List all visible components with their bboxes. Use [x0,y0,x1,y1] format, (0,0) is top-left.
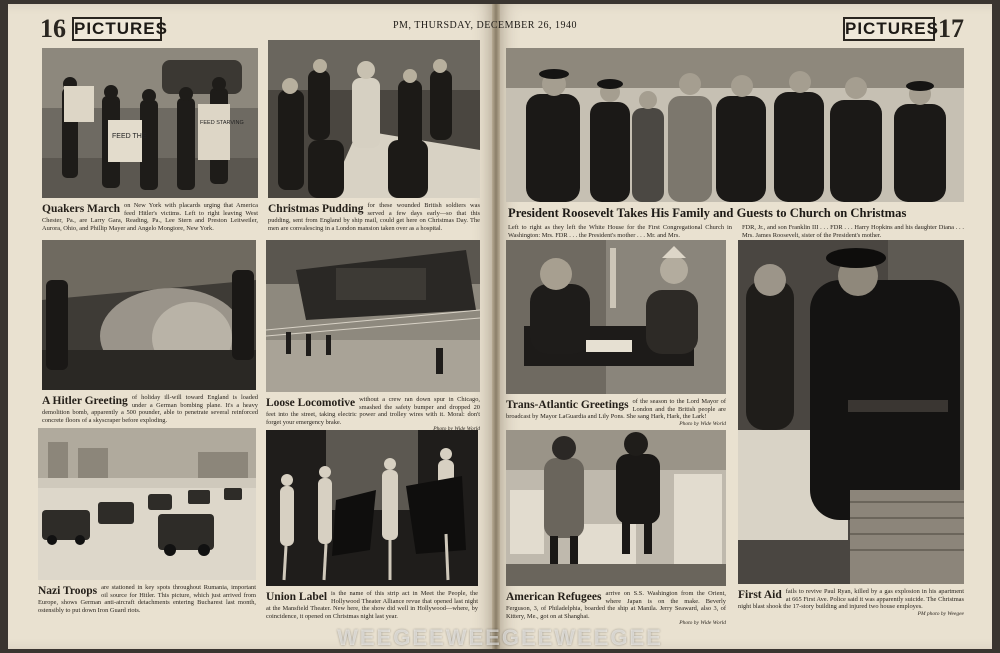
credit-first-aid: PM photo by Weegee [917,610,964,617]
text-union-label: is the name of this strip act in Meet the People, the Hollywood Theater Alliance revue that opened last night at the Mansfield Theater. New here, the show did well in Hollywood—where, by coincidence, it opened on Christmas night last year. [266,590,478,620]
headline-loose-locomotive: Loose Locomotive [266,397,356,409]
text-quakers-march: on New York with placards urging that America feed Hitler's victims. Left to right leaving West Chester, Pa., are Larry Gara, Reading, Pa., Lee Stern and Preston Leitweiler, Aurora, Ohio, and Phillip Mayer and Angelo Mongiore, New York. [42,202,258,232]
text-american-refugees: arrive on S.S. Washington from the Orient, where Japan is on the make. Beverly Ferguson, 3, of Philadelphia, boarded the ship at Manila. Jerry Seaward, also 3, of Kittery, Me., got on at Shanghai. [506,590,726,620]
section-label-left: PICTURES [72,17,162,41]
photo-hitler-bomb [42,240,256,390]
text-nazi-troops: are stationed in key spots throughout Rumania, important oil source for Hitler. This picture, which just arrived from Europe, shows German anti-aircraft detachments entering Bucharest last month, ostensibly to put down Iron Guard riots. [38,584,256,614]
headline-hitler-greeting: A Hitler Greeting [42,395,128,407]
caption-american-refugees [506,590,726,626]
right-page-number: 17 [938,14,964,43]
photo-nazi-troops [38,428,256,580]
caption-union-label [266,590,478,620]
caption-trans-atlantic [506,398,726,427]
photo-quakers-march [42,48,258,198]
caption-quakers-march [42,202,258,232]
text-christmas-pudding: for these wounded British soldiers was served a few days early—so that this pudding, sent from England by ship mail, could get here on Christmas Day. The men are convalescing in a London mansion taken over as a hospital. [268,202,480,232]
headline-christmas-pudding: Christmas Pudding [268,203,364,215]
photo-christmas-pudding [268,40,480,198]
headline-roosevelt: President Roosevelt Takes His Family and Guests to Church on Christmas [508,206,907,220]
placard-text-2: FEED STARVING [200,120,244,126]
headline-trans-atlantic: Trans-Atlantic Greetings [506,399,629,411]
text-trans-atlantic: of the season to the Lord Mayor of London and the British people are broadcast by Mayor LaGuardia and Lily Pons. She sang Hark, Hark, the Lark! [506,398,726,421]
photo-american-refugees [506,430,726,586]
caption-christmas-pudding [268,202,480,232]
caption-first-aid [738,588,964,617]
page-gutter [492,4,500,649]
caption-hitler-greeting [42,394,258,424]
headline-union-label: Union Label [266,591,328,603]
photo-first-aid [738,240,964,584]
caption-roosevelt-left: Left to right as they left the White House for the First Congregational Church in Washington: Mrs. FDR . . . the President's mother . . . Mr. and Mrs. [508,224,732,239]
text-hitler-greeting: of holiday ill-will toward England is loaded under a German bombing plane. It's a heavy demolition bomb, apparently a 500 pounder, able to penetrate several reinforced concrete floors of a skyscraper before exploding. [42,394,258,424]
headline-nazi-troops: Nazi Troops [38,585,98,597]
headline-first-aid: First Aid [738,589,782,601]
section-label-right: PICTURES [843,17,935,41]
credit-loose-locomotive: Photo by Wide World [433,426,480,433]
headline-american-refugees: American Refugees [506,591,602,603]
weegee-watermark: WEEGEEWEEGEEWEEGEE [337,625,663,650]
caption-loose-locomotive [266,396,480,432]
caption-nazi-troops [38,584,256,614]
credit-american-refugees: Photo by Wide World [679,620,726,627]
photo-loose-locomotive [266,240,480,392]
photo-trans-atlantic-greetings [506,240,726,394]
credit-trans-atlantic: Photo by Wide World [679,420,726,427]
folio-line: PM, THURSDAY, DECEMBER 26, 1940 [393,20,577,31]
caption-roosevelt-right: FDR, Jr., and son Franklin III . . . FDR . . . Harry Hopkins and his daughter Diana . . . Mrs. James Roosevelt, sister of the President's mother. [742,224,964,239]
left-page-number: 16 [40,14,66,43]
text-loose-locomotive: without a crew ran down spur in Chicago, smashed the safety bumper and dropped 20 feet into the street, taking electric power and trolley wires with it. Moral: don't forget your emergency brake. [266,396,480,426]
text-first-aid: fails to revive Paul Ryan, killed by a gas explosion in his apartment at 665 First Ave. Police said it was apparently suicide. The Christmas night blast shook the 17-story building and injured two house employes. [738,588,964,611]
headline-quakers-march: Quakers March [42,203,121,215]
photo-roosevelt-family [506,48,964,202]
placard-text-1: FEED THE [112,133,147,140]
photo-union-label [266,430,478,586]
